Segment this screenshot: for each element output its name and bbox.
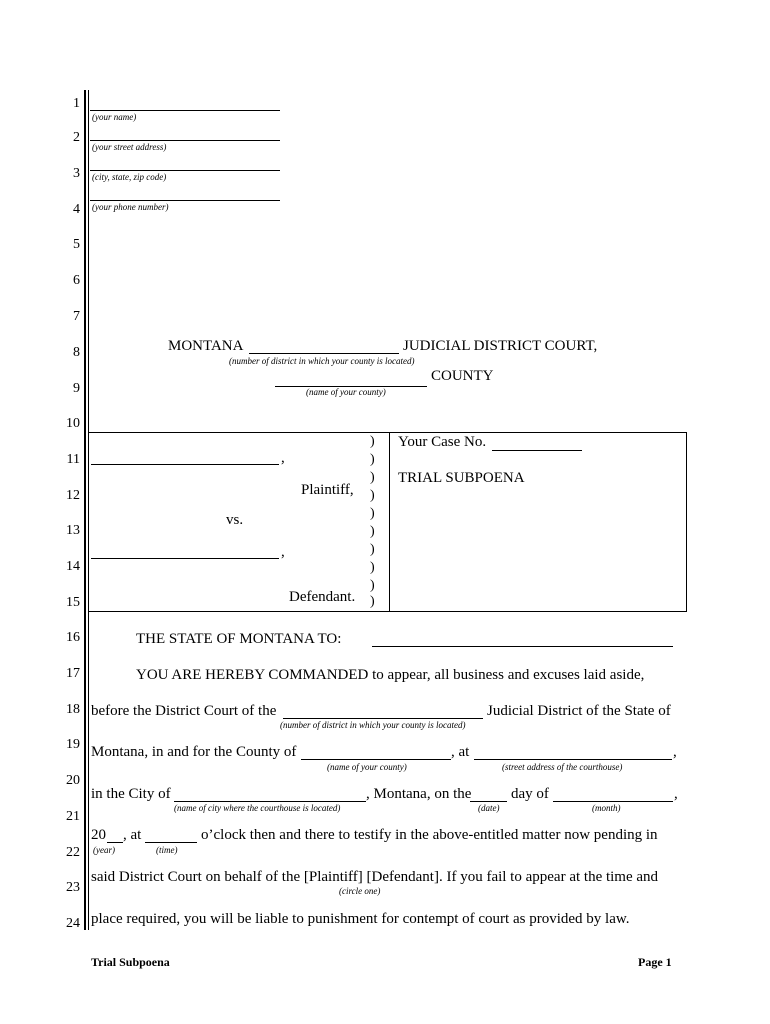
comma-at-text: , at	[451, 744, 470, 760]
caption-box	[88, 432, 687, 612]
line-number: 6	[73, 273, 80, 288]
montana-county-text: Montana, in and for the County of	[91, 744, 297, 760]
month-hint: (month)	[592, 803, 621, 813]
trailing-comma-2: ,	[674, 786, 678, 802]
case-no-field[interactable]	[492, 450, 582, 451]
line-number: 3	[73, 166, 80, 181]
oclock-text: o’clock then and there to testify in the above-entitled matter now pending in	[201, 827, 658, 843]
date-field[interactable]	[470, 801, 507, 802]
body-district-hint: (number of district in which your county is located)	[280, 720, 466, 730]
line-number: 19	[66, 737, 80, 752]
circle-hint: (circle one)	[339, 886, 381, 896]
line-number: 11	[66, 452, 80, 467]
district-number-field[interactable]	[249, 353, 399, 354]
caption-paren: )	[370, 542, 375, 557]
defendant-comma: ,	[281, 544, 285, 560]
year-field[interactable]	[107, 842, 123, 843]
line-number: 8	[73, 345, 80, 360]
line-number: 12	[66, 488, 80, 503]
defendant-name-field[interactable]	[91, 558, 279, 559]
caption-paren: )	[370, 594, 375, 609]
caption-paren: )	[370, 452, 375, 467]
line-number: 22	[66, 845, 80, 860]
line-number: 2	[73, 130, 80, 145]
line-number: 18	[66, 702, 80, 717]
place-required-text: place required, you will be liable to punishment for contempt of court as provided by law.	[91, 911, 630, 927]
time-field[interactable]	[145, 842, 197, 843]
behalf-text: said District Court on behalf of the [Plaintiff] [Defendant]. If you fail to appear at the time and	[91, 869, 659, 885]
before-court-text: before the District Court of the	[91, 703, 277, 719]
footer-title: Trial Subpoena	[91, 955, 170, 969]
day-of-text: day of	[511, 786, 549, 802]
page-number: Page 1	[638, 955, 672, 969]
commanded-text: YOU ARE HEREBY COMMANDED to appear, all business and excuses laid aside,	[136, 667, 645, 683]
name-hint: (your name)	[92, 112, 137, 122]
street-field[interactable]	[90, 140, 280, 141]
recipient-field[interactable]	[372, 646, 673, 647]
line-number: 5	[73, 237, 80, 252]
vs-label: vs.	[226, 512, 244, 528]
line-number: 21	[66, 809, 80, 824]
phone-hint: (your phone number)	[92, 202, 169, 212]
document-title: TRIAL SUBPOENA	[398, 470, 525, 486]
in-city-text: in the City of	[91, 786, 171, 802]
year-hint: (year)	[93, 845, 115, 855]
montana-on-the-text: , Montana, on the	[366, 786, 472, 802]
line-number: 7	[73, 309, 80, 324]
caption-paren: )	[370, 434, 375, 449]
county-label: COUNTY	[431, 368, 494, 384]
judicial-district-text: Judicial District of the State of	[487, 703, 671, 719]
line-number: 4	[73, 202, 80, 217]
case-no-label: Your Case No.	[398, 434, 487, 450]
city-hint: (city, state, zip code)	[92, 172, 167, 182]
caption-paren: )	[370, 488, 375, 503]
line-number: 17	[66, 666, 80, 681]
body-district-field[interactable]	[283, 718, 483, 719]
line-number: 9	[73, 381, 80, 396]
street-hint: (your street address)	[92, 142, 167, 152]
name-field[interactable]	[90, 110, 280, 111]
city-field-body[interactable]	[174, 801, 366, 802]
defendant-label: Defendant.	[289, 589, 356, 605]
caption-paren: )	[370, 578, 375, 593]
time-hint: (time)	[156, 845, 178, 855]
courthouse-street-field[interactable]	[474, 759, 672, 760]
caption-divider	[389, 432, 390, 611]
caption-paren: )	[370, 560, 375, 575]
trailing-comma: ,	[673, 744, 677, 760]
montana-label: MONTANA	[168, 338, 244, 354]
line-number: 23	[66, 880, 80, 895]
line-number: 16	[66, 630, 80, 645]
body-county-hint: (name of your county)	[327, 762, 407, 772]
district-hint: (number of district in which your county is located)	[229, 356, 415, 366]
date-hint: (date)	[478, 803, 500, 813]
year-prefix: 20	[91, 827, 106, 843]
line-number: 13	[66, 523, 80, 538]
line-number: 15	[66, 595, 80, 610]
city-field[interactable]	[90, 170, 280, 171]
line-number: 1	[73, 96, 80, 111]
month-field[interactable]	[553, 801, 673, 802]
phone-field[interactable]	[90, 200, 280, 201]
plaintiff-comma: ,	[281, 450, 285, 466]
line-number: 24	[66, 916, 80, 931]
caption-paren: )	[370, 524, 375, 539]
line-number: 20	[66, 773, 80, 788]
plaintiff-label: Plaintiff,	[301, 482, 354, 498]
caption-paren: )	[370, 470, 375, 485]
comma-at-2: , at	[123, 827, 142, 843]
margin-rule-thick	[84, 90, 86, 930]
line-number: 10	[66, 416, 80, 431]
courthouse-street-hint: (street address of the courthouse)	[502, 762, 623, 772]
body-county-field[interactable]	[301, 759, 451, 760]
county-hint: (name of your county)	[306, 387, 386, 397]
state-to-label: THE STATE OF MONTANA TO:	[136, 631, 342, 647]
caption-paren: )	[370, 506, 375, 521]
court-label: JUDICIAL DISTRICT COURT,	[403, 338, 598, 354]
line-number: 14	[66, 559, 80, 574]
plaintiff-name-field[interactable]	[91, 464, 279, 465]
city-hint-body: (name of city where the courthouse is located)	[174, 803, 341, 813]
